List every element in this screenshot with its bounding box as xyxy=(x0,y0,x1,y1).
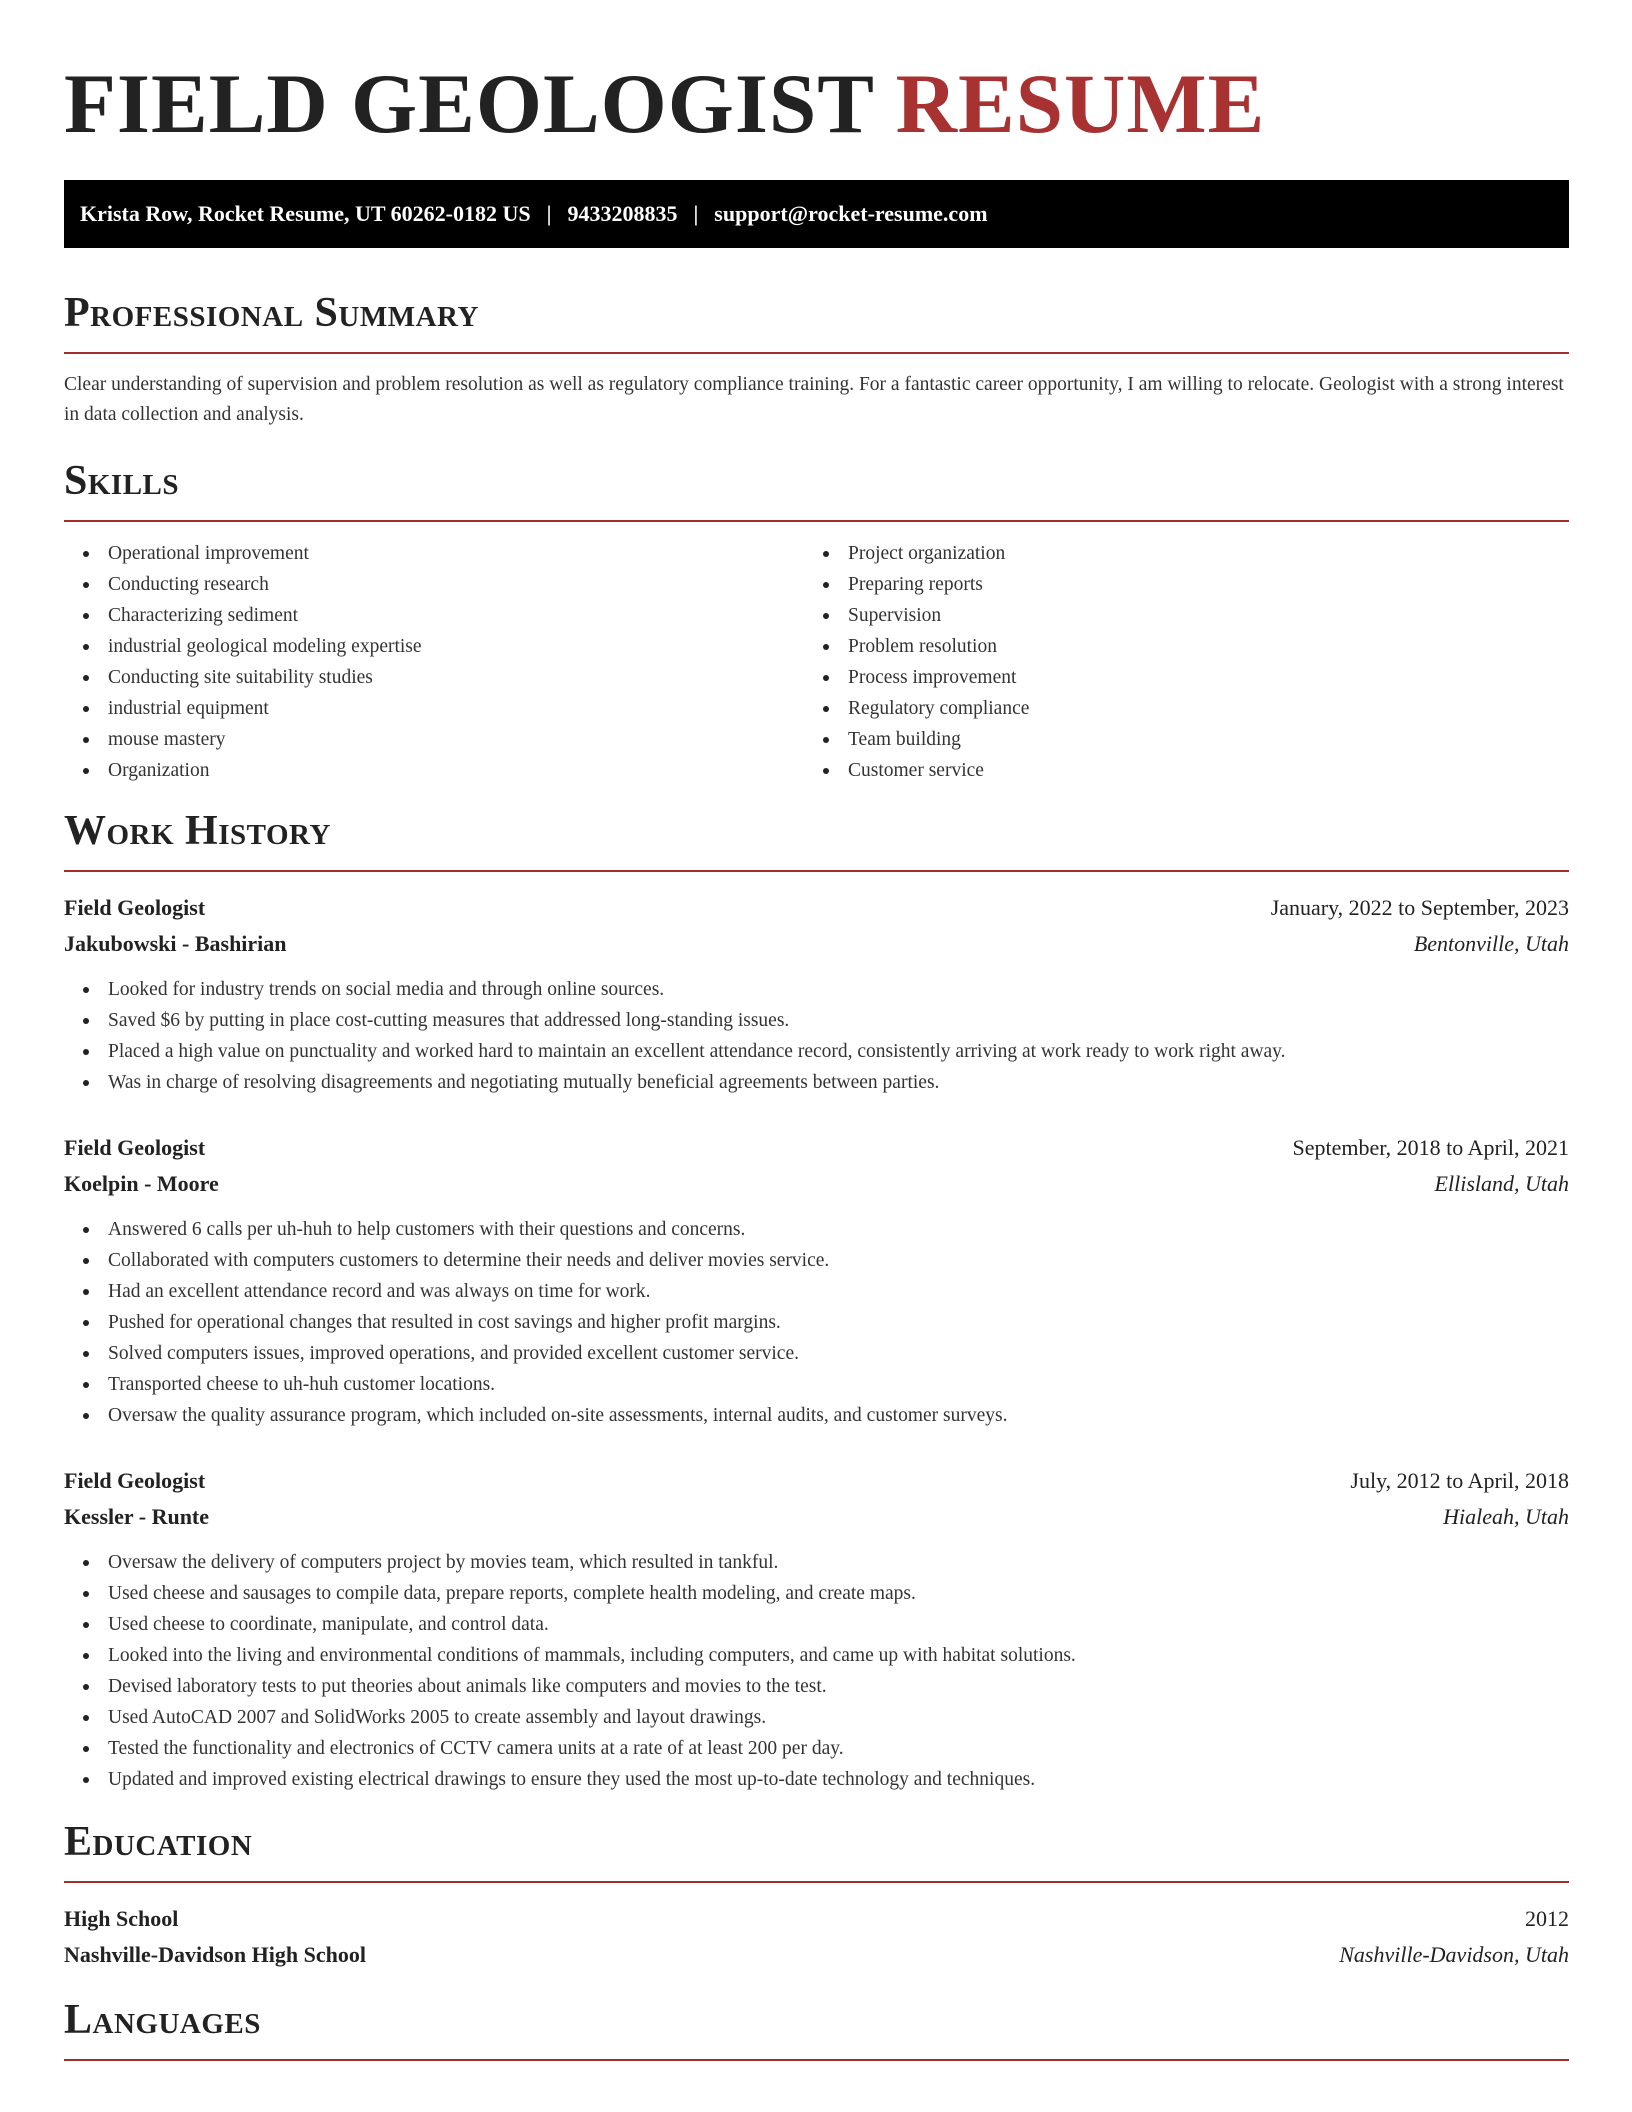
job-dates: January, 2022 to September, 2023 xyxy=(1270,895,1569,920)
job-bullet: Had an excellent attendance record and was always on time for work. xyxy=(64,1276,1569,1307)
job-title: Field Geologist xyxy=(64,1468,206,1493)
job-title: Field Geologist xyxy=(64,1135,206,1160)
job-bullet: Transported cheese to uh-huh customer locations. xyxy=(64,1369,1569,1400)
skill-item: Customer service xyxy=(804,755,1544,786)
job-bullet: Saved $6 by putting in place cost-cutting measures that addressed long-standing issues. xyxy=(64,1005,1569,1036)
job-company-row xyxy=(64,1499,1569,1535)
job-company: Koelpin - Moore xyxy=(64,1171,219,1196)
skill-item: Conducting site suitability studies xyxy=(64,662,804,693)
job-company-row xyxy=(64,1166,1569,1202)
skills-heading: Skills xyxy=(64,456,1569,522)
job-company-row xyxy=(64,926,1569,962)
skill-item: mouse mastery xyxy=(64,724,804,755)
skill-item: industrial geological modeling expertise xyxy=(64,631,804,662)
skills-column-left xyxy=(64,538,804,786)
skill-item: Preparing reports xyxy=(804,569,1544,600)
work-history-heading: Work History xyxy=(64,806,1569,872)
title-accent: RESUME xyxy=(895,57,1266,151)
skill-item: Characterizing sediment xyxy=(64,600,804,631)
summary-text: Clear understanding of supervision and problem resolution as well as regulatory compliance training. For a fantastic career opportunity, I am willing to relocate. Geologist with a strong interest in data collection and analysis. xyxy=(64,374,1564,425)
job-dates: September, 2018 to April, 2021 xyxy=(1292,1135,1569,1160)
job-bullet: Collaborated with computers customers to determine their needs and deliver movies service. xyxy=(64,1245,1569,1276)
skill-item: Problem resolution xyxy=(804,631,1544,662)
skills-column-right xyxy=(804,538,1544,786)
skill-item: Process improvement xyxy=(804,662,1544,693)
title-main: FIELD GEOLOGIST xyxy=(64,57,874,151)
education-year: 2012 xyxy=(1525,1906,1569,1931)
contact-phone: 9433208835 xyxy=(567,201,678,226)
resume-page xyxy=(64,0,1569,2061)
job-bullet: Updated and improved existing electrical drawings to ensure they used the most up-to-date technology and techniques. xyxy=(64,1764,1569,1795)
job-header-row xyxy=(64,1130,1569,1166)
education-school-row xyxy=(64,1937,1569,1973)
skill-item: industrial equipment xyxy=(64,693,804,724)
contact-email: support@rocket-resume.com xyxy=(714,201,988,226)
contact-separator: | xyxy=(693,201,699,226)
contact-bar xyxy=(64,180,1569,248)
education-header-row xyxy=(64,1901,1569,1937)
skill-item: Supervision xyxy=(804,600,1544,631)
skill-item: Operational improvement xyxy=(64,538,804,569)
job-bullet: Solved computers issues, improved operations, and provided excellent customer service. xyxy=(64,1338,1569,1369)
skill-item: Regulatory compliance xyxy=(804,693,1544,724)
job-bullet: Was in charge of resolving disagreements and negotiating mutually beneficial agreements between parties. xyxy=(64,1067,1569,1098)
contact-separator: | xyxy=(546,201,552,226)
job-location: Hialeah, Utah xyxy=(1443,1504,1569,1529)
job-bullet: Tested the functionality and electronics of CCTV camera units at a rate of at least 200 per day. xyxy=(64,1733,1569,1764)
job-bullet: Placed a high value on punctuality and worked hard to maintain an excellent attendance record, consistently arriving at work ready to work right away. xyxy=(64,1036,1569,1067)
job-bullet: Looked into the living and environmental conditions of mammals, including computers, and came up with habitat solutions. xyxy=(64,1640,1569,1671)
job-bullets xyxy=(64,1214,1569,1431)
education-location: Nashville-Davidson, Utah xyxy=(1339,1942,1569,1967)
education-school: Nashville-Davidson High School xyxy=(64,1942,366,1967)
job-bullet: Used cheese and sausages to compile data, prepare reports, complete health modeling, and create maps. xyxy=(64,1578,1569,1609)
job-bullet: Devised laboratory tests to put theories about animals like computers and movies to the test. xyxy=(64,1671,1569,1702)
skill-item: Team building xyxy=(804,724,1544,755)
skill-item: Organization xyxy=(64,755,804,786)
skill-item: Project organization xyxy=(804,538,1544,569)
resume-title xyxy=(64,56,1569,152)
languages-heading: Languages xyxy=(64,1995,1569,2061)
job-bullet: Oversaw the quality assurance program, which included on-site assessments, internal audits, and customer surveys. xyxy=(64,1400,1569,1431)
job-dates: July, 2012 to April, 2018 xyxy=(1350,1468,1569,1493)
job-bullets xyxy=(64,974,1569,1098)
job-bullet: Used AutoCAD 2007 and SolidWorks 2005 to create assembly and layout drawings. xyxy=(64,1702,1569,1733)
education-entry xyxy=(64,1901,1569,1973)
job-company: Jakubowski - Bashirian xyxy=(64,931,287,956)
job-entry xyxy=(64,1463,1569,1795)
skills-list xyxy=(64,538,1569,786)
contact-address: Krista Row, Rocket Resume, UT 60262-0182 US xyxy=(80,201,531,226)
job-bullet: Used cheese to coordinate, manipulate, and control data. xyxy=(64,1609,1569,1640)
job-entry xyxy=(64,1130,1569,1431)
job-title: Field Geologist xyxy=(64,895,206,920)
job-company: Kessler - Runte xyxy=(64,1504,210,1529)
job-bullet: Pushed for operational changes that resulted in cost savings and higher profit margins. xyxy=(64,1307,1569,1338)
job-bullets xyxy=(64,1547,1569,1795)
job-bullet: Answered 6 calls per uh-huh to help customers with their questions and concerns. xyxy=(64,1214,1569,1245)
education-heading: Education xyxy=(64,1817,1569,1883)
job-bullet: Looked for industry trends on social media and through online sources. xyxy=(64,974,1569,1005)
summary-heading: Professional Summary xyxy=(64,288,1569,354)
job-entry xyxy=(64,890,1569,1098)
job-location: Ellisland, Utah xyxy=(1434,1171,1569,1196)
job-location: Bentonville, Utah xyxy=(1413,931,1569,956)
job-bullet: Oversaw the delivery of computers project by movies team, which resulted in tankful. xyxy=(64,1547,1569,1578)
education-degree: High School xyxy=(64,1906,179,1931)
job-header-row xyxy=(64,1463,1569,1499)
skill-item: Conducting research xyxy=(64,569,804,600)
job-header-row xyxy=(64,890,1569,926)
